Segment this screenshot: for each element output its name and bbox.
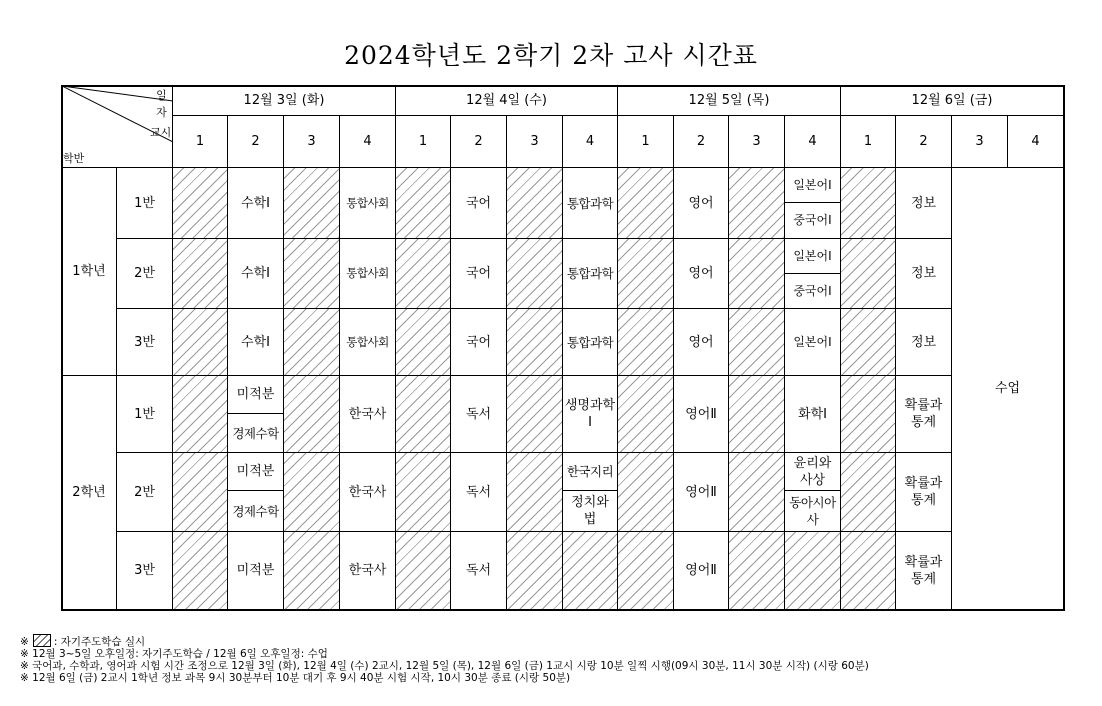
period-header: 4 bbox=[1008, 116, 1064, 168]
self-study-cell bbox=[507, 376, 563, 453]
subject-cell: 윤리와 사상 bbox=[785, 453, 841, 491]
subject-cell: 독서 bbox=[451, 376, 507, 453]
subject-cell: 통합과학 bbox=[563, 309, 618, 376]
class-label: 1반 bbox=[117, 376, 173, 453]
subject-cell: 화학Ⅰ bbox=[785, 376, 841, 453]
self-study-cell bbox=[507, 453, 563, 532]
note-legend bbox=[20, 634, 869, 648]
self-study-cell bbox=[618, 168, 674, 239]
subject-cell: 영어Ⅱ bbox=[674, 453, 729, 532]
period-header: 2 bbox=[896, 116, 952, 168]
subject-cell: 정치와 법 bbox=[563, 491, 618, 532]
corner-class-label: 학반 bbox=[63, 152, 85, 165]
self-study-cell bbox=[396, 168, 451, 239]
page-title: 2024학년도 2학기 2차 고사 시간표 bbox=[344, 41, 758, 70]
period-header: 1 bbox=[618, 116, 674, 168]
period-header: 4 bbox=[785, 116, 841, 168]
subject-cell: 한국지리 bbox=[563, 453, 618, 491]
subject-cell: 확률과 통계 bbox=[896, 532, 952, 610]
period-header: 4 bbox=[340, 116, 396, 168]
subject-cell: 확률과 통계 bbox=[896, 376, 952, 453]
self-study-cell bbox=[396, 532, 451, 610]
class-label: 2반 bbox=[117, 453, 173, 532]
period-header: 3 bbox=[729, 116, 785, 168]
day-header: 12월 3일 (화) bbox=[173, 86, 396, 116]
subject-cell: 경제수학 bbox=[228, 491, 284, 532]
subject-cell: 일본어Ⅰ bbox=[785, 168, 841, 203]
self-study-cell bbox=[284, 376, 340, 453]
subject-cell: 생명과학Ⅰ bbox=[563, 376, 618, 453]
self-study-cell bbox=[284, 239, 340, 309]
note-bullet: ※ bbox=[20, 636, 29, 648]
subject-cell: 일본어Ⅰ bbox=[785, 309, 841, 376]
subject-cell: 정보 bbox=[896, 168, 952, 239]
subject-cell: 수학Ⅰ bbox=[228, 239, 284, 309]
subject-cell: 통합사회 bbox=[340, 239, 396, 309]
corner-header bbox=[62, 86, 173, 168]
self-study-cell bbox=[507, 239, 563, 309]
self-study-cell bbox=[173, 453, 228, 532]
subject-cell: 국어 bbox=[451, 168, 507, 239]
day-header: 12월 5일 (목) bbox=[618, 86, 841, 116]
note-afternoon-schedule: ※ 12월 3~5일 오후일정: 자기주도학습 / 12월 6일 오후일정: 수업 bbox=[20, 648, 328, 660]
self-study-cell bbox=[618, 376, 674, 453]
subject-cell: 통합과학 bbox=[563, 239, 618, 309]
subject-cell: 확률과 통계 bbox=[896, 453, 952, 532]
self-study-cell bbox=[173, 376, 228, 453]
subject-cell: 영어 bbox=[674, 309, 729, 376]
self-study-cell bbox=[284, 168, 340, 239]
subject-cell: 중국어Ⅰ bbox=[785, 274, 841, 309]
subject-cell: 영어Ⅱ bbox=[674, 376, 729, 453]
subject-cell: 동아시아사 bbox=[785, 491, 841, 532]
subject-cell: 중국어Ⅰ bbox=[785, 203, 841, 239]
class-time-cell: 수업 bbox=[952, 168, 1064, 610]
self-study-cell bbox=[729, 453, 785, 532]
period-header: 3 bbox=[284, 116, 340, 168]
self-study-cell bbox=[618, 309, 674, 376]
day-header: 12월 6일 (금) bbox=[841, 86, 1064, 116]
subject-cell: 일본어Ⅰ bbox=[785, 239, 841, 274]
corner-date-label: 일자 bbox=[156, 89, 167, 119]
subject-cell: 경제수학 bbox=[228, 414, 284, 453]
subject-cell: 통합사회 bbox=[340, 309, 396, 376]
self-study-cell bbox=[729, 532, 785, 610]
self-study-cell bbox=[841, 376, 896, 453]
period-header: 1 bbox=[841, 116, 896, 168]
self-study-cell bbox=[173, 239, 228, 309]
self-study-cell bbox=[396, 239, 451, 309]
self-study-cell bbox=[729, 239, 785, 309]
subject-cell: 정보 bbox=[896, 309, 952, 376]
self-study-cell bbox=[841, 453, 896, 532]
self-study-cell bbox=[173, 309, 228, 376]
self-study-cell bbox=[729, 168, 785, 239]
subject-cell: 국어 bbox=[451, 309, 507, 376]
period-header: 2 bbox=[674, 116, 729, 168]
self-study-cell bbox=[618, 532, 674, 610]
corner-period-label: 교시 bbox=[150, 126, 172, 139]
class-label: 1반 bbox=[117, 168, 173, 239]
subject-cell: 독서 bbox=[451, 453, 507, 532]
self-study-cell bbox=[563, 532, 618, 610]
day-header: 12월 4일 (수) bbox=[396, 86, 618, 116]
subject-cell: 정보 bbox=[896, 239, 952, 309]
subject-cell: 미적분 bbox=[228, 532, 284, 610]
class-label: 3반 bbox=[117, 532, 173, 610]
subject-cell: 한국사 bbox=[340, 453, 396, 532]
note-info-exam: ※ 12월 6일 (금) 2교시 1학년 정보 과목 9시 30분부터 10분 대기 후 9시 40분 시험 시작, 10시 30분 종료 (시랑 50분) bbox=[20, 672, 571, 684]
self-study-cell bbox=[729, 309, 785, 376]
subject-cell: 통합과학 bbox=[563, 168, 618, 239]
self-study-cell bbox=[507, 309, 563, 376]
period-header: 2 bbox=[451, 116, 507, 168]
subject-cell: 한국사 bbox=[340, 376, 396, 453]
self-study-cell bbox=[841, 168, 896, 239]
period-header: 4 bbox=[563, 116, 618, 168]
subject-cell: 영어Ⅱ bbox=[674, 532, 729, 610]
self-study-cell bbox=[396, 376, 451, 453]
subject-cell: 미적분 bbox=[228, 453, 284, 491]
subject-cell: 영어 bbox=[674, 168, 729, 239]
self-study-cell bbox=[173, 532, 228, 610]
self-study-cell bbox=[173, 168, 228, 239]
note-legend-text: : 자기주도학습 실시 bbox=[53, 636, 146, 648]
period-header: 3 bbox=[507, 116, 563, 168]
class-label: 2반 bbox=[117, 239, 173, 309]
self-study-cell bbox=[507, 168, 563, 239]
exam-timetable bbox=[62, 86, 1064, 610]
period-header: 1 bbox=[396, 116, 451, 168]
self-study-cell bbox=[507, 532, 563, 610]
self-study-cell bbox=[729, 376, 785, 453]
self-study-cell bbox=[841, 239, 896, 309]
self-study-cell bbox=[284, 453, 340, 532]
self-study-cell bbox=[396, 453, 451, 532]
self-study-cell bbox=[618, 453, 674, 532]
subject-cell: 영어 bbox=[674, 239, 729, 309]
self-study-cell bbox=[396, 309, 451, 376]
hatch-legend-icon bbox=[33, 634, 51, 647]
grade-label: 1학년 bbox=[62, 168, 117, 376]
subject-cell: 수학Ⅰ bbox=[228, 168, 284, 239]
self-study-cell bbox=[785, 532, 841, 610]
self-study-cell bbox=[841, 309, 896, 376]
subject-cell: 국어 bbox=[451, 239, 507, 309]
subject-cell: 한국사 bbox=[340, 532, 396, 610]
note-time-adjustment: ※ 국어과, 수학과, 영어과 시험 시간 조정으로 12월 3일 (화), 12월 4일 (수) 2교시, 12월 5일 (목), 12월 6일 (금) 1교시 시랑 10분 일찍 시행(09시 30분, 11시 30분 시작) (시랑 60분) bbox=[20, 660, 869, 672]
subject-cell: 미적분 bbox=[228, 376, 284, 414]
period-header: 1 bbox=[173, 116, 228, 168]
self-study-cell bbox=[284, 309, 340, 376]
notes bbox=[20, 634, 869, 684]
subject-cell: 통합사회 bbox=[340, 168, 396, 239]
subject-cell: 독서 bbox=[451, 532, 507, 610]
period-header: 2 bbox=[228, 116, 284, 168]
grade-label: 2학년 bbox=[62, 376, 117, 610]
subject-cell: 수학Ⅰ bbox=[228, 309, 284, 376]
self-study-cell bbox=[618, 239, 674, 309]
self-study-cell bbox=[284, 532, 340, 610]
class-label: 3반 bbox=[117, 309, 173, 376]
period-header: 3 bbox=[952, 116, 1008, 168]
self-study-cell bbox=[841, 532, 896, 610]
